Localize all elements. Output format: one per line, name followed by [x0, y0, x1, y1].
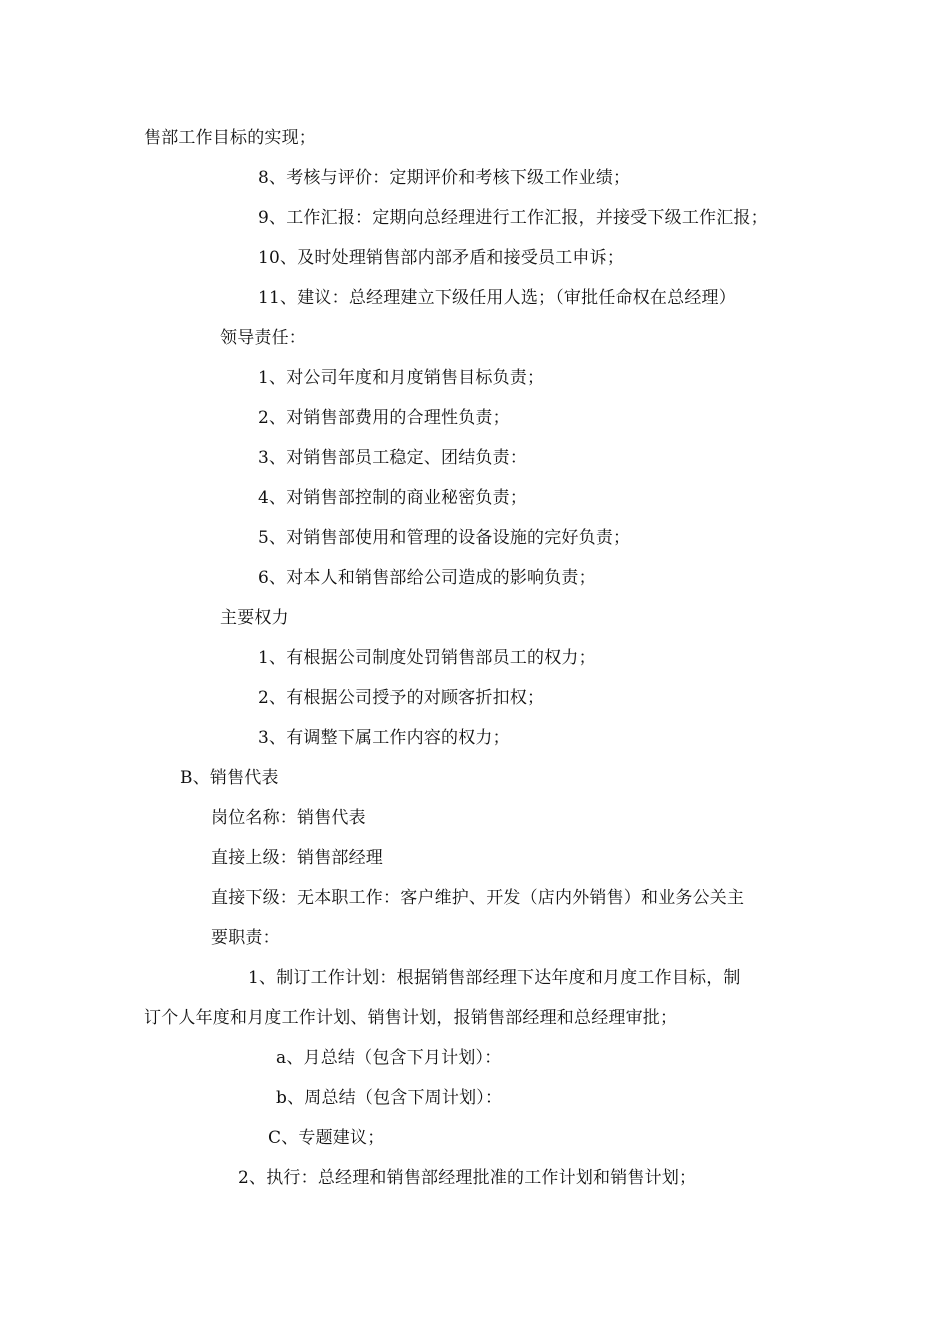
text-line: b、周总结（包含下周计划）： [276, 1088, 503, 1108]
text-line: 2、执行：总经理和销售部经理批准的工作计划和销售计划； [238, 1168, 697, 1188]
text-line: 岗位名称：销售代表 [211, 808, 366, 828]
text-line: 11、建议：总经理建立下级任用人选；（审批任命权在总经理） [258, 288, 736, 308]
text-line: 1、对公司年度和月度销售目标负责； [258, 368, 545, 388]
text-line: 5、对销售部使用和管理的设备设施的完好负责； [258, 528, 631, 548]
text-line: a、月总结（包含下月计划）： [276, 1048, 502, 1068]
text-line: 4、对销售部控制的商业秘密负责； [258, 488, 528, 508]
text-line: 售部工作目标的实现； [144, 128, 316, 148]
text-line: C、专题建议； [268, 1128, 385, 1148]
section-heading: B、销售代表 [180, 768, 279, 788]
text-line: 9、工作汇报：定期向总经理进行工作汇报，并接受下级工作汇报； [258, 208, 768, 228]
text-line: 3、有调整下属工作内容的权力； [258, 728, 510, 748]
section-heading: 主要权力 [220, 608, 289, 628]
text-line: 直接下级：无本职工作：客户维护、开发（店内外销售）和业务公关主 [211, 888, 745, 908]
text-line: 1、制订工作计划：根据销售部经理下达年度和月度工作目标，制 [248, 968, 741, 988]
text-line: 8、考核与评价：定期评价和考核下级工作业绩； [258, 168, 631, 188]
text-line: 3、对销售部员工稳定、团结负责： [258, 448, 528, 468]
section-heading: 领导责任： [220, 328, 306, 348]
text-line: 6、对本人和销售部给公司造成的影响负责； [258, 568, 596, 588]
text-line: 直接上级：销售部经理 [211, 848, 383, 868]
text-line: 订个人年度和月度工作计划、销售计划，报销售部经理和总经理审批； [144, 1008, 678, 1028]
text-line: 10、及时处理销售部内部矛盾和接受员工申诉； [258, 248, 625, 268]
text-line: 要职责： [211, 928, 280, 948]
text-line: 1、有根据公司制度处罚销售部员工的权力； [258, 648, 596, 668]
text-line: 2、对销售部费用的合理性负责； [258, 408, 510, 428]
text-line: 2、有根据公司授予的对顾客折扣权； [258, 688, 545, 708]
